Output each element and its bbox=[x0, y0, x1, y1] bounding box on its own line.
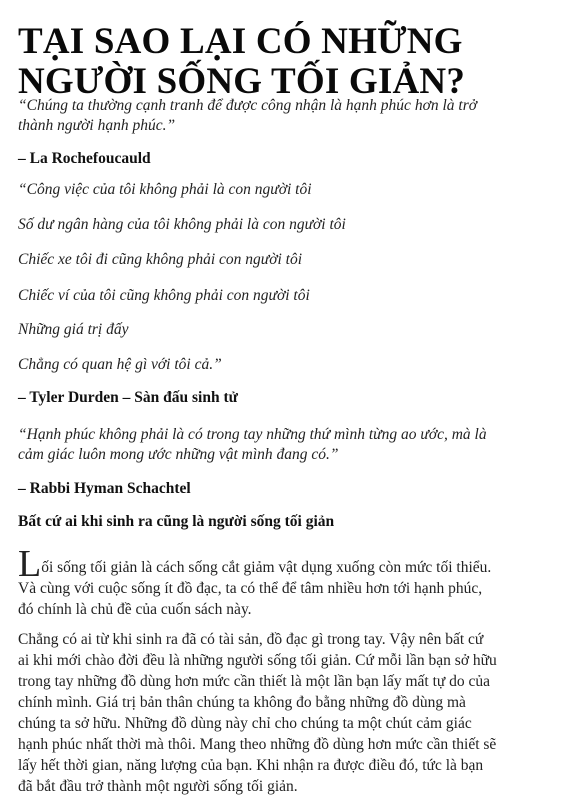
paragraph-line: ai khi mới chào đời đều là những người sống tối giản. Cứ mỗi lần bạn sở hữu bbox=[18, 652, 497, 669]
title-line-1: TẠI SAO LẠI CÓ NHỮNG bbox=[18, 21, 463, 62]
quote-line: cảm giác luôn mong ước những vật mình đang có.” bbox=[18, 446, 339, 463]
paragraph-line bbox=[18, 543, 558, 585]
quote-author: – Tyler Durden – Sàn đấu sinh tử bbox=[18, 389, 238, 406]
quote-la-rochefoucauld bbox=[18, 96, 558, 136]
quote-line: Chẳng có quan hệ gì với tôi cả.” bbox=[18, 356, 222, 373]
quote-line: “Công việc của tôi không phải là con người tôi bbox=[18, 181, 312, 198]
quote-line: Chiếc ví của tôi cũng không phải con người tôi bbox=[18, 287, 310, 304]
paragraph-line: lấy hết thời gian, năng lượng của bạn. Khi nhận ra được điều đó, tức là bạn bbox=[18, 757, 484, 774]
title-line-2: NGƯỜI SỐNG TỐI GIẢN? bbox=[18, 61, 466, 102]
drop-cap: L bbox=[18, 543, 42, 585]
quote-line: Những giá trị đấy bbox=[18, 321, 129, 338]
paragraph-line: trong tay những đồ dùng hơn mức cần thiết là một lần bạn lấy mất tự do của bbox=[18, 673, 491, 690]
paragraph-line: đã bắt đầu trở thành một người sống tối giản. bbox=[18, 778, 298, 795]
section-heading: Bất cứ ai khi sinh ra cũng là người sống tối giản bbox=[18, 513, 335, 530]
paragraph-line: chính mình. Giá trị bản thân chúng ta không đo bằng những đồ dùng mà bbox=[18, 694, 466, 711]
quote-line: thành người hạnh phúc.” bbox=[18, 117, 176, 134]
quote-line: “Chúng ta thường cạnh tranh để được công nhận là hạnh phúc hơn là trở bbox=[18, 97, 478, 114]
paragraph-intro bbox=[18, 543, 558, 620]
paragraph-line: hạnh phúc nhất thời mà thôi. Mang theo những đồ dùng hơn mức cần thiết sẽ bbox=[18, 736, 497, 753]
paragraph-line: đó chính là chủ đề của cuốn sách này. bbox=[18, 601, 252, 618]
quote-author: – Rabbi Hyman Schachtel bbox=[18, 480, 191, 497]
paragraph-line: Chẳng có ai từ khi sinh ra đã có tài sản, đồ đạc gì trong tay. Vậy nên bất cứ bbox=[18, 631, 484, 648]
quote-line: Chiếc xe tôi đi cũng không phải con người tôi bbox=[18, 251, 303, 268]
quote-line: “Hạnh phúc không phải là có trong tay những thứ mình từng ao ước, mà là bbox=[18, 426, 487, 443]
quote-line: Số dư ngân hàng của tôi không phải là con người tôi bbox=[18, 216, 346, 233]
quote-rabbi bbox=[18, 425, 558, 465]
paragraph-line: Và cùng với cuộc sống ít đồ đạc, ta có thể để tâm nhiều hơn tới hạnh phúc, bbox=[18, 580, 483, 597]
paragraph-body bbox=[18, 629, 558, 797]
quote-author: – La Rochefoucauld bbox=[18, 150, 151, 167]
paragraph-line: chúng ta sở hữu. Những đồ dùng này chỉ cho chúng ta một chút cảm giác bbox=[18, 715, 472, 732]
paragraph-text: ối sống tối giản là cách sống cắt giảm vật dụng xuống còn mức tối thiểu. bbox=[41, 559, 492, 576]
page-title bbox=[18, 22, 558, 102]
